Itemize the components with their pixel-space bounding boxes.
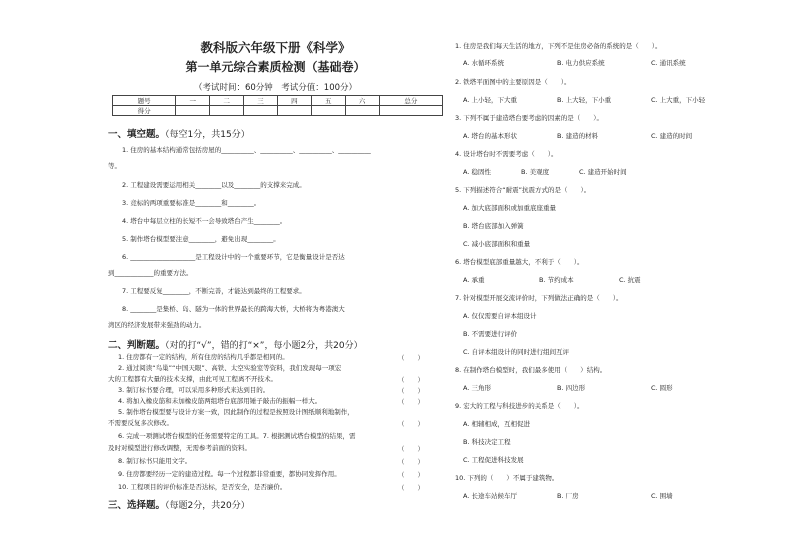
option-a[interactable]: A. 加大底部面积或加重底座重量 [463, 204, 556, 212]
choice-question: 5. 下列描述符合“耐震”抗震方式的是（ ）。 [455, 186, 591, 194]
option-b[interactable]: B. 四边形 [557, 384, 586, 392]
section-3-note: （每题2分，共20分） [165, 501, 250, 511]
table-cell[interactable] [244, 106, 278, 116]
judge-question: 5. 制作塔台模型要与设计方案一致，因此制作的过程是按照设计图纸顺利地制作， [118, 408, 354, 416]
option-a[interactable]: A. 上小轻，下大重 [463, 96, 517, 104]
option-a[interactable]: A. 相辅相成，互相促进 [463, 420, 530, 428]
option-b[interactable]: B. 美观度 [521, 168, 550, 176]
option-a[interactable]: A. 塔台的基本形状 [463, 132, 517, 140]
answer-parens[interactable]: （ ） [398, 354, 424, 362]
choice-question: 6. 塔台模型底部重量越大，不利于（ ）。 [455, 258, 584, 266]
option-a[interactable]: A. 仅仅需要自评本组设计 [463, 312, 537, 320]
answer-parens[interactable]: （ ） [398, 445, 424, 453]
answer-parens[interactable]: （ ） [398, 376, 424, 384]
option-b[interactable]: B. 不需要进行评价 [463, 330, 518, 338]
table-cell: 总分 [379, 96, 442, 106]
choice-question: 10. 下列的（ ）不属于建筑物。 [455, 474, 559, 482]
section-1-note: （每空1分，共15分） [165, 130, 250, 140]
option-b[interactable]: B. 科技决定工程 [463, 438, 511, 446]
option-a[interactable]: A. 三角形 [463, 384, 491, 392]
fill-question: 2. 工程建设需要运用相关________以及________的支撑来完成。 [122, 181, 306, 189]
option-b[interactable]: B. 建造的材料 [557, 132, 599, 140]
choice-question: 9. 宏大的工程与科技进步的关系是（ ）。 [455, 402, 584, 410]
option-c[interactable]: C. 抗震 [619, 276, 641, 284]
answer-parens[interactable]: （ ） [398, 398, 424, 406]
option-c[interactable]: C. 围墙 [651, 492, 673, 500]
judge-question: 9. 住房都要经历一定的建造过程。每一个过程都非常重要，都协同发挥作用。 [118, 470, 341, 478]
answer-parens[interactable]: （ ） [398, 471, 424, 479]
table-cell[interactable] [311, 106, 345, 116]
section-2-title: 二、判断题。 [108, 340, 166, 351]
table-cell[interactable] [379, 106, 442, 116]
table-cell[interactable] [345, 106, 379, 116]
option-b[interactable]: B. 节约成本 [539, 276, 574, 284]
judge-question: 6. 完成一项测试塔台模型的任务需要特定的工具。7. 根据测试塔台模型的结果，需 [118, 432, 356, 440]
judge-question: 10. 工程项目的评价标准是否达标，是否安全，是否廉价。 [118, 483, 287, 491]
table-cell: 得分 [113, 106, 176, 116]
table-cell[interactable] [277, 106, 311, 116]
fill-question: 3. 竞标的两项重要标准是________和________。 [122, 199, 261, 207]
fill-question: 湾区的经济发展带来强劲的动力。 [108, 321, 206, 329]
fill-question: 到____________的重要方法。 [108, 269, 193, 277]
judge-question: 3. 制订标书要合理，可以采用多种形式来达到目的。 [118, 386, 270, 394]
page-subtitle: 第一单元综合素质检测（基础卷） [185, 60, 366, 74]
choice-question: 4. 设计塔台时不需要考虑（ ）。 [455, 150, 558, 158]
section-1-heading [108, 126, 250, 140]
judge-question: 8. 制订标书只能用文字。 [118, 457, 192, 465]
table-cell[interactable] [176, 106, 210, 116]
fill-question: 4. 塔台中每层立柱的长短不一会导致塔台产生________。 [122, 217, 287, 225]
option-b[interactable]: B. 厂房 [557, 492, 579, 500]
option-c[interactable]: C. 工程促进科技发展 [463, 456, 524, 464]
option-a[interactable]: A. 长途车站候车厅 [463, 492, 517, 500]
judge-question: 及时对模型进行修改调整，无需参考前面的资料。 [108, 444, 251, 452]
option-c[interactable]: C. 减小底部面积和重量 [463, 240, 531, 248]
section-3-title: 三、选择题。 [108, 500, 166, 511]
table-cell: 三 [244, 96, 278, 106]
option-c[interactable]: C. 建造的时间 [651, 132, 693, 140]
option-c[interactable]: C. 建造开始时间 [579, 168, 627, 176]
judge-question: 4. 将加入橡皮筋和未加橡皮筋两组塔台底部用锤子敲击的振幅一样大。 [118, 397, 322, 405]
page-title: 教科版六年级下册《科学》 [200, 40, 351, 55]
option-b[interactable]: B. 塔台底部加入弹簧 [463, 222, 524, 230]
exam-info: （考试时间：60分钟 考试分值：100分） [193, 83, 358, 93]
answer-parens[interactable]: （ ） [398, 484, 424, 492]
choice-question: 1. 住房是我们每天生活的地方，下列不是住房必备的系统的是（ ）。 [455, 42, 662, 50]
answer-parens[interactable]: （ ） [398, 420, 424, 428]
option-b[interactable]: B. 上大轻，下小重 [557, 96, 612, 104]
table-cell: 四 [277, 96, 311, 106]
fill-question: 等。 [108, 162, 121, 170]
option-a[interactable]: A. 承重 [463, 276, 485, 284]
answer-parens[interactable]: （ ） [398, 387, 424, 395]
section-2-heading [108, 337, 363, 351]
table-cell: 题号 [113, 96, 176, 106]
fill-question: 1. 住房的基本结构通常包括房屋的__________、__________、__________、__________ [122, 146, 371, 154]
section-2-note: （对的打“√”，错的打“×”，每小题2分，共20分） [165, 341, 363, 351]
answer-parens[interactable]: （ ） [398, 458, 424, 466]
judge-question: 2. 通过阅读“鸟巢”“中国天眼”、高铁、太空实验室等资料，我们发现每一项宏 [118, 364, 342, 372]
option-b[interactable]: B. 电力供应系统 [557, 59, 605, 67]
option-c[interactable]: C. 上大重，下小轻 [651, 96, 706, 104]
judge-question: 1. 住房都有一定的结构，所有住房的结构几乎都是相同的。 [118, 353, 289, 361]
score-table [112, 95, 443, 116]
fill-question: 7. 工程要反复________，不断完善，才能达到最终的工程要求。 [122, 287, 306, 295]
section-1-title: 一、填空题。 [108, 129, 166, 140]
choice-question: 7. 针对模型开展交流评价时，下列做法正确的是（ ）。 [455, 294, 623, 302]
fill-question: 5. 制作塔台模型要注意________，避免出现________。 [122, 235, 280, 243]
table-row [113, 106, 443, 116]
section-3-heading [108, 497, 250, 511]
option-c[interactable]: C. 圆形 [651, 384, 673, 392]
choice-question: 8. 在制作塔台模型时，我们最多使用（ ）结构。 [455, 366, 607, 374]
table-cell: 一 [176, 96, 210, 106]
option-c[interactable]: C. 通讯系统 [651, 59, 686, 67]
option-c[interactable]: C. 自评本组设计的同时进行组间互评 [463, 348, 570, 356]
table-row [113, 96, 443, 106]
table-cell: 六 [345, 96, 379, 106]
option-a[interactable]: A. 稳固性 [463, 168, 491, 176]
choice-question: 3. 下列不属于建造塔台要考虑的因素的是（ ）。 [455, 114, 604, 122]
option-a[interactable]: A. 水循环系统 [463, 59, 504, 67]
fill-question: 8. ________是集桥、岛、隧为一体的世界最长的跨海大桥，大桥将为粤港澳大 [122, 305, 345, 313]
table-cell: 五 [311, 96, 345, 106]
table-cell[interactable] [210, 106, 244, 116]
fill-question: 6. ____________________是工程设计中的一个重要环节，它是衡量设计是否达 [122, 253, 345, 261]
table-cell: 二 [210, 96, 244, 106]
judge-question: 不需要反复多次修改。 [108, 419, 173, 427]
judge-question: 大的工程都有大量的技术支撑，由此可见工程离不开技术。 [108, 375, 277, 383]
choice-question: 2. 铁塔平面图中的主要原因是（ ）。 [455, 78, 571, 86]
